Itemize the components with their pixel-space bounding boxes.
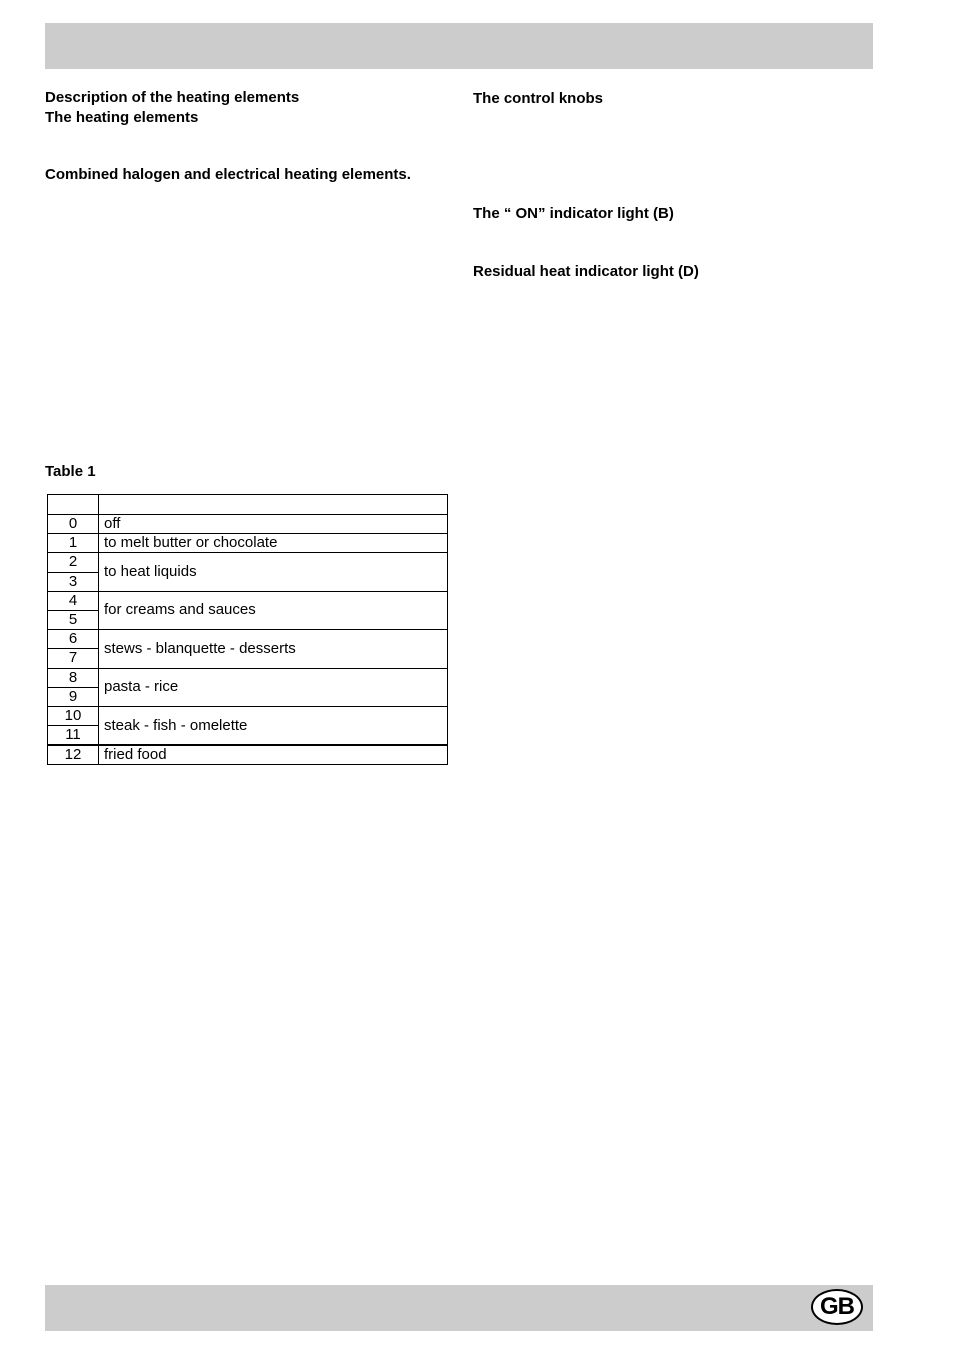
table-header-row <box>48 495 448 515</box>
table-row <box>48 630 448 649</box>
section-title-heating-elements: The heating elements <box>45 109 199 126</box>
country-badge: GB <box>811 1289 863 1325</box>
header-cell-use <box>99 495 448 515</box>
setting-use: pasta - rice <box>99 668 448 706</box>
settings-table <box>47 494 448 765</box>
section-title-control-knobs: The control knobs <box>473 90 604 107</box>
setting-number: 0 <box>48 515 99 534</box>
setting-use: steak - fish - omelette <box>99 706 448 745</box>
setting-use: to melt butter or chocolate <box>99 534 448 553</box>
header-cell-setting <box>48 495 99 515</box>
setting-use: stews - blanquette - desserts <box>99 630 448 668</box>
setting-number: 9 <box>48 687 99 706</box>
setting-number: 4 <box>48 591 99 610</box>
setting-number: 5 <box>48 610 99 629</box>
setting-number: 6 <box>48 630 99 649</box>
setting-use: to heat liquids <box>99 553 448 591</box>
setting-use: for creams and sauces <box>99 591 448 629</box>
header-band <box>45 23 873 69</box>
table-row <box>48 706 448 725</box>
setting-number: 7 <box>48 649 99 668</box>
setting-number: 2 <box>48 553 99 572</box>
setting-number: 8 <box>48 668 99 687</box>
setting-number: 12 <box>48 745 99 765</box>
table-row <box>48 553 448 572</box>
table-row <box>48 534 448 553</box>
setting-number: 11 <box>48 726 99 746</box>
setting-number: 10 <box>48 706 99 725</box>
section-title-on-indicator: The “ ON” indicator light (B) <box>473 205 674 222</box>
section-title-description: Description of the heating elements <box>45 89 300 106</box>
setting-use: off <box>99 515 448 534</box>
table-row <box>48 745 448 765</box>
section-title-combined-elements: Combined halogen and electrical heating elements. <box>45 166 411 183</box>
section-title-residual-heat: Residual heat indicator light (D) <box>473 263 699 280</box>
table-row <box>48 668 448 687</box>
setting-use: fried food <box>99 745 448 765</box>
setting-number: 1 <box>48 534 99 553</box>
table-row <box>48 515 448 534</box>
footer-band <box>45 1285 873 1331</box>
table-title: Table 1 <box>45 463 96 480</box>
table-row <box>48 591 448 610</box>
setting-number: 3 <box>48 572 99 591</box>
